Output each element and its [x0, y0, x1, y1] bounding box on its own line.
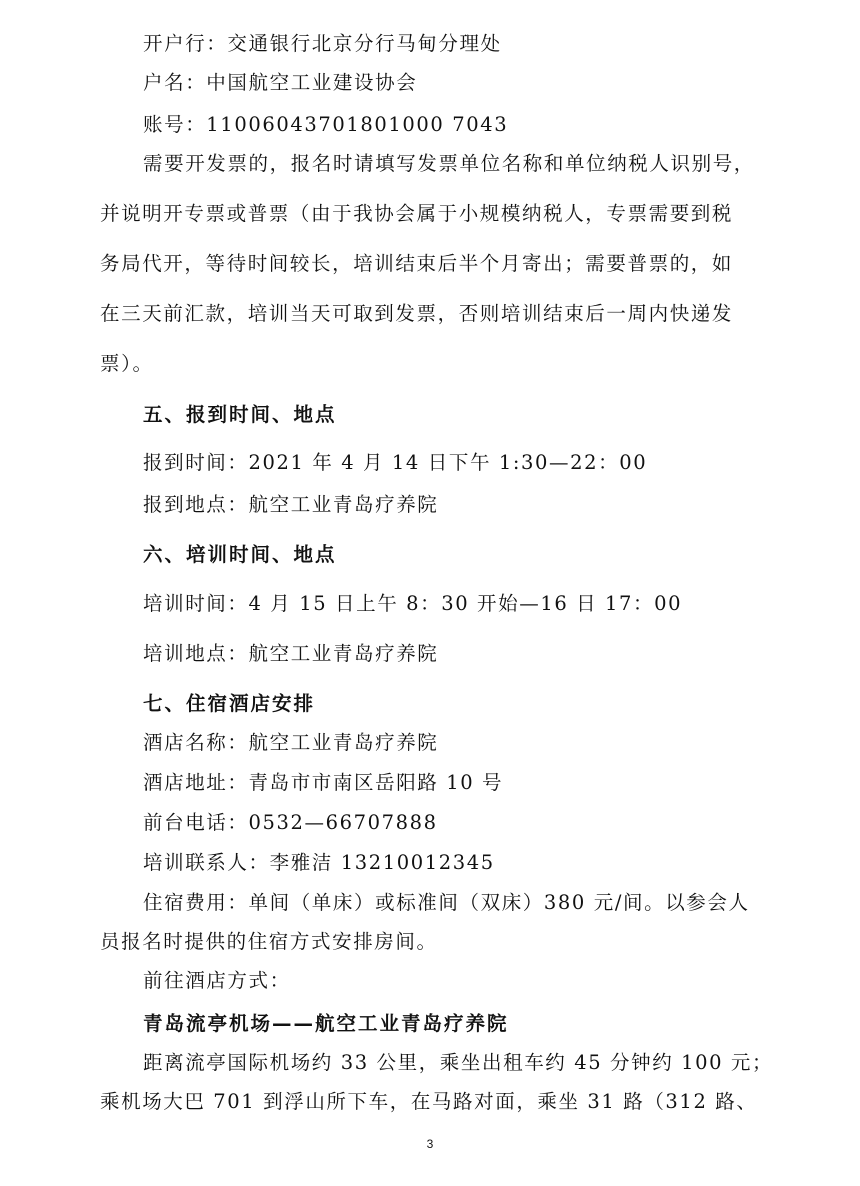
route-line-1: 距离流亭国际机场约 33 公里，乘坐出租车约 45 分钟约 100 元；: [143, 1051, 774, 1074]
invoice-paragraph-line-3: 务局代开，等待时间较长，培训结束后半个月寄出；需要普票的，如: [100, 252, 734, 275]
accommodation-fee-line-1: 住宿费用：单间（单床）或标准间（双床）380 元/间。以参会人: [143, 891, 750, 914]
hotel-name: 酒店名称：航空工业青岛疗养院: [143, 731, 439, 754]
section-6-heading: 六、培训时间、地点: [143, 543, 337, 566]
section-5-heading: 五、报到时间、地点: [143, 403, 337, 426]
invoice-paragraph-line-1: 需要开发票的，报名时请填写发票单位名称和单位纳税人识别号，: [143, 152, 755, 175]
training-place: 培训地点：航空工业青岛疗养院: [143, 642, 439, 665]
accommodation-fee-line-2: 员报名时提供的住宿方式安排房间。: [100, 930, 438, 953]
registration-place: 报到地点：航空工业青岛疗养院: [143, 493, 439, 516]
front-desk-phone: 前台电话：0532—66707888: [143, 811, 438, 834]
training-time: 培训时间：4 月 15 日上午 8：30 开始—16 日 17：00: [143, 592, 683, 615]
page-number: 3: [426, 1137, 434, 1151]
route-line-2: 乘机场大巴 701 到浮山所下车，在马路对面，乘坐 31 路（312 路、: [100, 1090, 758, 1113]
hotel-address: 酒店地址：青岛市市南区岳阳路 10 号: [143, 771, 504, 794]
registration-time: 报到时间：2021 年 4 月 14 日下午 1:30—22：00: [143, 451, 648, 474]
invoice-paragraph-line-5: 票）。: [100, 352, 154, 375]
invoice-paragraph-line-4: 在三天前汇款，培训当天可取到发票，否则培训结束后一周内快递发: [100, 302, 734, 325]
training-contact: 培训联系人：李雅洁 13210012345: [143, 851, 495, 874]
route-heading: 青岛流亭机场——航空工业青岛疗养院: [143, 1012, 509, 1035]
directions-label: 前往酒店方式：: [143, 969, 291, 992]
account-name-line: 户名：中国航空工业建设协会: [143, 71, 418, 94]
bank-line: 开户行：交通银行北京分行马甸分理处: [143, 32, 502, 55]
account-number-line: 账号：11006043701801000 7043: [143, 113, 509, 136]
invoice-paragraph-line-2: 并说明开专票或普票（由于我协会属于小规模纳税人，专票需要到税: [100, 202, 734, 225]
section-7-heading: 七、住宿酒店安排: [143, 692, 316, 715]
